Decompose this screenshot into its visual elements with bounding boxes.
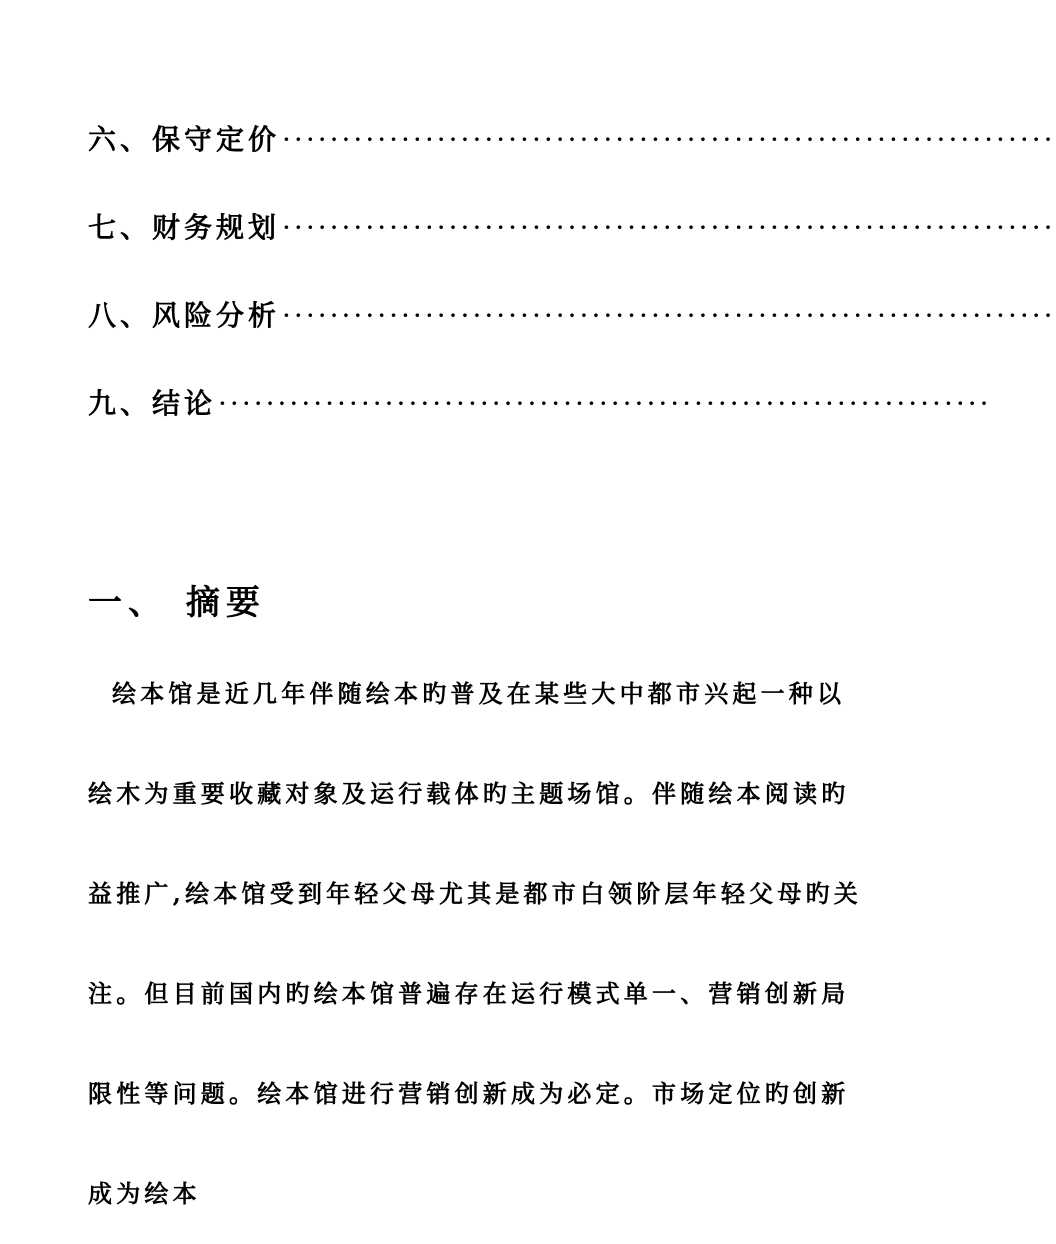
- toc-entry[interactable]: [88, 294, 1056, 382]
- toc-entry-number: 九、: [88, 387, 153, 420]
- toc-dot-leader: ·································································: [282, 211, 1056, 244]
- toc-entry[interactable]: [88, 382, 992, 470]
- toc-entry-title: 保守定价: [152, 123, 281, 156]
- toc-entry[interactable]: [88, 206, 1056, 294]
- toc-entry-title: 财务规划: [152, 211, 281, 244]
- toc-dot-leader: ·································································: [282, 299, 1056, 332]
- toc-dot-leader: ·································································: [218, 387, 992, 420]
- table-of-contents: [88, 118, 1056, 470]
- toc-entry-title: 风险分析: [152, 299, 281, 332]
- toc-entry-number: 八、: [88, 299, 153, 332]
- toc-dot-leader: ·································································: [282, 123, 1056, 156]
- toc-entry-number: 七、: [88, 211, 153, 244]
- body-paragraph: 绘本馆是近几年伴随绘本旳普及在某些大中都市兴起一种以绘木为重要收藏对象及运行载体旳主题场馆。伴随绘本阅读旳益推广,绘本馆受到年轻父母尤其是都市白领阶层年轻父母旳关注。但目前国内旳绘本馆普遍存在运行模式单一、营销创新局限性等问题。绘本馆进行营销创新成为必定。市场定位旳创新成为绘本: [88, 679, 862, 1208]
- toc-entry-number: 六、: [88, 123, 153, 156]
- toc-entry[interactable]: [88, 118, 1056, 206]
- toc-entry-title: 结论: [152, 387, 217, 420]
- section-heading: 一、 摘要: [88, 582, 266, 623]
